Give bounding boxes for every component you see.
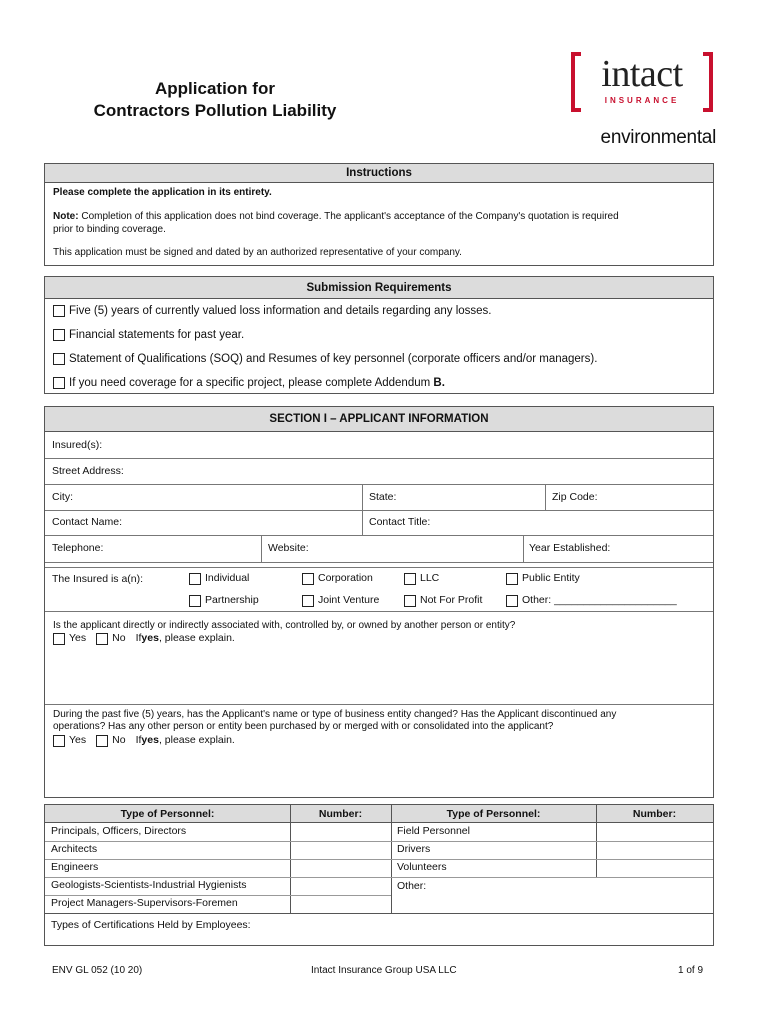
checkbox[interactable] [506,573,518,585]
row-divider [45,704,713,705]
personnel-row-drivers: Drivers [397,843,431,855]
instructions-note-continued: prior to binding coverage. [53,224,166,235]
submission-item-label: Five (5) years of currently valued loss information and details regarding any losses. [69,305,492,317]
logo-right-bracket [703,52,713,112]
option-label: Partnership [205,594,259,606]
explain-yes: yes [141,734,159,746]
row-divider [45,535,713,536]
entity-option-public-entity[interactable] [506,572,580,585]
entity-option-not-for-profit[interactable] [404,594,482,607]
option-label: Not For Profit [420,594,483,606]
checkbox[interactable] [506,595,518,607]
personnel-row-field-personnel: Field Personnel [397,825,470,837]
option-label: Public Entity [522,572,580,584]
row-divider [45,567,713,568]
column-divider [523,535,524,562]
zip-code-field[interactable]: Zip Code: [552,491,598,503]
column-header-type-right: Type of Personnel: [391,805,596,823]
instructions-note [53,210,619,223]
submission-heading: Submission Requirements [45,277,713,299]
row-divider [45,877,713,878]
submission-item-label: Statement of Qualifications (SOQ) and Resumes of key personnel (corporate officers and/or managers). [69,353,598,365]
yes-label: Yes [69,632,87,644]
telephone-field[interactable]: Telephone: [52,542,104,554]
column-divider [261,535,262,562]
entity-option-corporation[interactable] [302,572,373,585]
instructions-box [44,163,714,266]
submission-item [53,328,244,342]
explain-suffix: , please explain. [158,734,235,746]
personnel-row-architects: Architects [51,843,98,855]
entity-option-joint-venture[interactable] [302,594,379,607]
year-established-field[interactable]: Year Established: [529,542,611,554]
row-divider [45,484,713,485]
personnel-table [44,804,714,946]
checkbox[interactable] [53,377,65,389]
title-line-2: Contractors Pollution Liability [93,101,337,120]
question-1-answer [53,632,235,645]
section-1-heading: SECTION I – APPLICANT INFORMATION [45,407,713,432]
intact-insurance-logo [571,52,713,112]
city-field[interactable]: City: [52,491,73,503]
question-entity-change-line-2: operations? Has any other person or entity been purchased by or merged with or consolidated into the applicant? [53,721,554,732]
logo-wordmark: intact [601,53,683,95]
question-associated-entity: Is the applicant directly or indirectly associated with, controlled by, or owned by another person or entity? [53,620,516,631]
checkbox[interactable] [53,353,65,365]
checkbox[interactable] [189,573,201,585]
personnel-row-engineers: Engineers [51,861,99,873]
note-label: Note: [53,211,79,222]
no-label: No [112,632,126,644]
yes-label: Yes [69,734,87,746]
row-divider [45,913,713,914]
instructions-line-1: Please complete the application in its entirety. [53,187,272,198]
column-header-number-right: Number: [596,805,713,823]
checkbox[interactable] [404,573,416,585]
row-divider [45,611,713,612]
row-divider [45,458,713,459]
personnel-row-project-managers: Project Managers-Supervisors-Foremen [51,897,238,909]
explain-suffix: , please explain. [158,632,235,644]
row-divider [45,562,713,563]
note-text: Completion of this application does not bind coverage. The applicant's acceptance of the Company's quotation is required [78,211,619,222]
state-field[interactable]: State: [369,491,397,503]
checkbox[interactable] [404,595,416,607]
question-entity-change-line-1: During the past five (5) years, has the Applicant's name or type of business entity changed? Has the Applicant discontinued any [53,709,617,720]
explain-prefix: If [135,632,142,644]
submission-item-label: Financial statements for past year. [69,329,245,341]
option-label: Joint Venture [318,594,380,606]
insureds-field[interactable]: Insured(s): [52,439,103,451]
submission-item [53,352,597,366]
logo-left-bracket [571,52,581,112]
column-divider [362,484,363,535]
yes-checkbox[interactable] [53,735,65,747]
checkbox[interactable] [302,595,314,607]
checkbox[interactable] [53,329,65,341]
yes-checkbox[interactable] [53,633,65,645]
entity-option-partnership[interactable] [189,594,259,607]
option-label: LLC [420,572,440,584]
column-divider [545,484,546,510]
personnel-row-principals: Principals, Officers, Directors [51,825,187,837]
personnel-row-volunteers: Volunteers [397,861,447,873]
submission-item [53,304,492,318]
contact-title-field[interactable]: Contact Title: [369,516,431,528]
option-label: Corporation [318,572,373,584]
instructions-heading: Instructions [45,164,713,183]
footer-company: Intact Insurance Group USA LLC [311,965,457,976]
personnel-row-other: Other: [397,880,427,892]
certifications-field[interactable]: Types of Certifications Held by Employees: [51,919,251,931]
instructions-line-3: This application must be signed and dated by an authorized representative of your company. [53,247,462,258]
section-1-applicant-information [44,406,714,798]
entity-option-other[interactable] [506,594,677,607]
checkbox[interactable] [189,595,201,607]
website-field[interactable]: Website: [268,542,309,554]
option-label: Individual [205,572,250,584]
contact-name-field[interactable]: Contact Name: [52,516,123,528]
addendum-letter: B. [433,377,445,389]
submission-item [53,376,445,390]
footer-form-code: ENV GL 052 (10 20) [52,965,143,976]
entity-option-individual[interactable] [189,572,249,585]
row-divider [45,859,713,860]
no-checkbox[interactable] [96,735,108,747]
insured-is-label: The Insured is a(n): [52,573,144,585]
no-label: No [112,734,126,746]
column-header-type-left: Type of Personnel: [45,805,290,823]
submission-item-label: If you need coverage for a specific project, please complete Addendum [69,377,431,389]
explain-prefix: If [135,734,142,746]
option-label: Other: _____________________ [522,594,677,606]
personnel-row-geologists: Geologists-Scientists-Industrial Hygienists [51,879,247,891]
title-line-1: Application for [155,79,275,98]
row-divider [45,895,391,896]
entity-option-llc[interactable] [404,572,439,585]
row-divider [45,841,713,842]
no-checkbox[interactable] [96,633,108,645]
environmental-label: environmental [600,127,716,148]
explain-yes: yes [141,632,159,644]
submission-requirements-box [44,276,714,394]
document-title [60,78,370,122]
checkbox[interactable] [53,305,65,317]
row-divider [45,510,713,511]
footer-page-number: 1 of 9 [678,965,704,976]
street-address-field[interactable]: Street Address: [52,465,124,477]
checkbox[interactable] [302,573,314,585]
column-header-number-left: Number: [290,805,391,823]
question-2-answer [53,734,235,747]
logo-subtitle: INSURANCE [604,96,680,105]
